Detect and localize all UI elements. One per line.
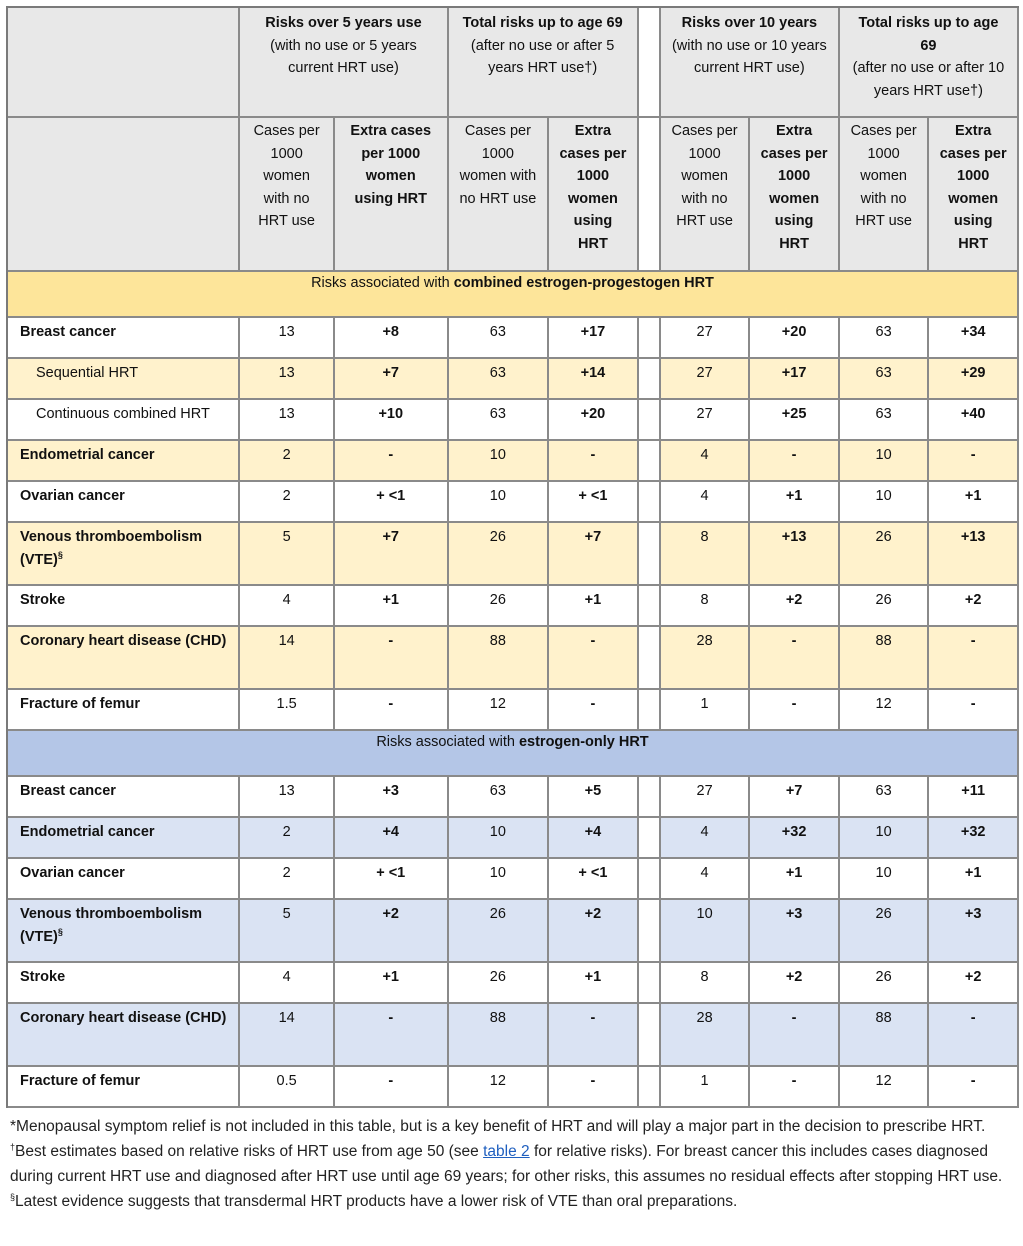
extra-cases-cell: +7 (335, 523, 449, 586)
cases-cell: 63 (840, 359, 930, 400)
cases-cell: 14 (240, 1004, 335, 1067)
extra-cases-cell: +4 (335, 818, 449, 859)
row-label (8, 482, 240, 523)
cases-cell: 10 (449, 818, 550, 859)
row-label-text: Fracture of femur (20, 1073, 141, 1089)
extra-cases-cell: - (929, 690, 1019, 731)
table-row (8, 318, 1019, 359)
row-label-text: Stroke (20, 592, 66, 608)
extra-cases-cell: +2 (750, 963, 840, 1004)
cases-cell: 10 (449, 441, 550, 482)
cases-cell: 8 (661, 963, 751, 1004)
cases-cell: 13 (240, 400, 335, 441)
table-row (8, 690, 1019, 731)
header-group-subtitle: (after no use or after 5 years HRT use†) (470, 37, 615, 76)
extra-cases-cell: +8 (335, 318, 449, 359)
extra-cases-cell: - (929, 441, 1019, 482)
column-spacer (639, 586, 661, 627)
header-group-title: Total risks up to age 69 (858, 15, 999, 54)
column-spacer (639, 627, 661, 690)
extra-cases-cell: - (929, 1004, 1019, 1067)
table-row (8, 441, 1019, 482)
extra-cases-cell: - (549, 1067, 639, 1108)
row-label (8, 963, 240, 1004)
row-label-text: Endometrial cancer (20, 447, 155, 463)
table-row (8, 586, 1019, 627)
extra-cases-cell: +32 (929, 818, 1019, 859)
sub-header-extra (929, 118, 1019, 272)
table-row (8, 1067, 1019, 1108)
extra-cases-cell: +5 (549, 777, 639, 818)
extra-cases-cell: - (549, 1004, 639, 1067)
extra-cases-cell: - (929, 627, 1019, 690)
footnote-text: Best estimates based on relative risks of HRT use from age 50 (see (15, 1143, 484, 1160)
extra-cases-cell: +4 (549, 818, 639, 859)
cases-cell: 26 (449, 586, 550, 627)
row-label-text: Breast cancer (20, 783, 116, 799)
row-label-text: Stroke (20, 969, 66, 985)
cases-cell: 88 (449, 1004, 550, 1067)
cases-cell: 13 (240, 777, 335, 818)
sub-header-cases (661, 118, 751, 272)
extra-cases-cell: +34 (929, 318, 1019, 359)
cases-cell: 26 (449, 523, 550, 586)
footnotes (6, 1114, 1015, 1214)
cases-cell: 1 (661, 690, 751, 731)
row-label (8, 400, 240, 441)
extra-cases-cell: - (335, 441, 449, 482)
page (6, 6, 1019, 1214)
table-row (8, 963, 1019, 1004)
section-header (8, 731, 1019, 777)
extra-cases-cell: + <1 (549, 482, 639, 523)
row-label (8, 627, 240, 690)
cases-cell: 10 (661, 900, 751, 963)
row-label-text: Ovarian cancer (20, 865, 125, 881)
row-label-text: Continuous combined HRT (36, 406, 210, 422)
column-spacer (639, 1067, 661, 1108)
cases-cell: 28 (661, 627, 751, 690)
cases-cell: 14 (240, 627, 335, 690)
cases-cell: 4 (240, 963, 335, 1004)
dagger-mark: † (10, 1141, 16, 1152)
table-row (8, 400, 1019, 441)
table-2-link[interactable]: table 2 (483, 1143, 530, 1160)
sub-header-cases (449, 118, 550, 272)
sub-header-extra (335, 118, 449, 272)
cases-cell: 10 (840, 482, 930, 523)
extra-cases-cell: +2 (750, 586, 840, 627)
cases-cell: 10 (449, 482, 550, 523)
cases-cell: 12 (840, 690, 930, 731)
cases-cell: 88 (840, 627, 930, 690)
section-title (8, 272, 1019, 318)
extra-cases-cell: - (335, 627, 449, 690)
column-spacer (639, 963, 661, 1004)
cases-cell: 2 (240, 859, 335, 900)
footnote-mark: § (57, 926, 63, 937)
cases-cell: 27 (661, 359, 751, 400)
cases-cell: 0.5 (240, 1067, 335, 1108)
row-label (8, 1067, 240, 1108)
section-title-prefix: Risks associated with (311, 275, 454, 291)
row-label-text: Coronary heart disease (CHD) (20, 633, 227, 649)
cases-cell: 2 (240, 482, 335, 523)
extra-cases-cell: - (929, 1067, 1019, 1108)
footnote-symptom-relief: *Menopausal symptom relief is not included in this table, but is a key benefit of HRT and will play a major part in the decision to prescribe HRT. (10, 1118, 986, 1135)
extra-cases-cell: +2 (929, 586, 1019, 627)
cases-cell: 26 (449, 963, 550, 1004)
column-spacer (639, 690, 661, 731)
footnote-vte (10, 1189, 1015, 1214)
cases-cell: 26 (840, 586, 930, 627)
column-spacer (639, 482, 661, 523)
extra-cases-cell: +17 (750, 359, 840, 400)
cases-cell: 2 (240, 441, 335, 482)
cases-cell: 10 (449, 859, 550, 900)
section-header (8, 272, 1019, 318)
extra-cases-cell: +25 (750, 400, 840, 441)
column-spacer (639, 818, 661, 859)
header-group-title: Risks over 10 years (681, 15, 818, 31)
sub-header-cases-label: Cases per 1000 women with no HRT use (671, 123, 738, 229)
cases-cell: 10 (840, 859, 930, 900)
extra-cases-cell: - (549, 441, 639, 482)
table-row (8, 900, 1019, 963)
extra-cases-cell: +1 (549, 586, 639, 627)
extra-cases-cell: +1 (335, 586, 449, 627)
column-spacer (639, 900, 661, 963)
extra-cases-cell: - (750, 1004, 840, 1067)
extra-cases-cell: +13 (929, 523, 1019, 586)
cases-cell: 4 (661, 441, 751, 482)
section-title-bold: combined estrogen-progestogen HRT (453, 275, 714, 291)
sub-header-cases-label: Cases per 1000 women with no HRT use (850, 123, 917, 229)
row-label-text: Endometrial cancer (20, 824, 155, 840)
table-row (8, 523, 1019, 586)
header-group-title: Risks over 5 years use (265, 15, 422, 31)
cases-cell: 26 (840, 963, 930, 1004)
extra-cases-cell: - (335, 690, 449, 731)
cases-cell: 26 (840, 523, 930, 586)
extra-cases-cell: - (335, 1067, 449, 1108)
row-label (8, 318, 240, 359)
row-label (8, 859, 240, 900)
cases-cell: 63 (449, 400, 550, 441)
header-corner (8, 8, 240, 118)
column-spacer (639, 359, 661, 400)
column-spacer (639, 859, 661, 900)
sub-header-extra-label: Extra cases per 1000 women using HRT (939, 123, 1007, 252)
column-spacer (639, 8, 661, 118)
column-spacer (639, 118, 661, 272)
cases-cell: 4 (661, 818, 751, 859)
cases-cell: 10 (840, 441, 930, 482)
cases-cell: 5 (240, 900, 335, 963)
column-spacer (639, 523, 661, 586)
row-label-text: Venous thromboembolism (VTE) (20, 906, 203, 945)
table-row (8, 777, 1019, 818)
extra-cases-cell: +1 (929, 859, 1019, 900)
table-row (8, 1004, 1019, 1067)
sub-header-cases (840, 118, 930, 272)
table-row (8, 359, 1019, 400)
extra-cases-cell: - (750, 627, 840, 690)
extra-cases-cell: +13 (750, 523, 840, 586)
row-label-text: Venous thromboembolism (VTE) (20, 529, 203, 568)
extra-cases-cell: +1 (750, 482, 840, 523)
sub-header-corner (8, 118, 240, 272)
extra-cases-cell: +7 (549, 523, 639, 586)
footnote-best-estimates (10, 1139, 1015, 1189)
extra-cases-cell: +2 (335, 900, 449, 963)
sub-header-row (8, 118, 1019, 272)
section-title-prefix: Risks associated with (376, 734, 519, 750)
cases-cell: 88 (840, 1004, 930, 1067)
column-spacer (639, 400, 661, 441)
cases-cell: 2 (240, 818, 335, 859)
extra-cases-cell: - (750, 1067, 840, 1108)
cases-cell: 13 (240, 318, 335, 359)
extra-cases-cell: +40 (929, 400, 1019, 441)
cases-cell: 5 (240, 523, 335, 586)
extra-cases-cell: +1 (335, 963, 449, 1004)
row-label (8, 359, 240, 400)
sub-header-extra-label: Extra cases per 1000 women using HRT (350, 123, 432, 207)
extra-cases-cell: +7 (335, 359, 449, 400)
header-group-total-10yr (840, 8, 1019, 118)
column-spacer (639, 318, 661, 359)
sub-header-extra-label: Extra cases per 1000 women using HRT (559, 123, 627, 252)
header-group-subtitle: (after no use or after 10 years HRT use†) (852, 60, 1005, 99)
extra-cases-cell: +1 (750, 859, 840, 900)
cases-cell: 27 (661, 777, 751, 818)
cases-cell: 63 (840, 400, 930, 441)
row-label-text: Coronary heart disease (CHD) (20, 1010, 227, 1026)
cases-cell: 63 (449, 777, 550, 818)
footnote-text: for relative risks). For breast cancer this includes cases diagnosed during current HRT use and diagnosed after HRT use until age 69 years; for other risks, this assumes no residual effects after stopping HRT use. (10, 1143, 1003, 1185)
cases-cell: 10 (840, 818, 930, 859)
extra-cases-cell: + <1 (335, 482, 449, 523)
section-mark: § (10, 1191, 16, 1202)
footnote-text: Latest evidence suggests that transdermal HRT products have a lower risk of VTE than oral preparations. (15, 1193, 738, 1210)
sub-header-cases (240, 118, 335, 272)
column-spacer (639, 441, 661, 482)
extra-cases-cell: +14 (549, 359, 639, 400)
cases-cell: 63 (840, 318, 930, 359)
sub-header-cases-label: Cases per 1000 women with no HRT use (253, 123, 320, 229)
cases-cell: 4 (661, 859, 751, 900)
cases-cell: 88 (449, 627, 550, 690)
sub-header-extra (750, 118, 840, 272)
cases-cell: 63 (449, 359, 550, 400)
hrt-risk-table (6, 6, 1019, 1108)
header-group-5yr (240, 8, 448, 118)
extra-cases-cell: +11 (929, 777, 1019, 818)
cases-cell: 12 (449, 690, 550, 731)
cases-cell: 28 (661, 1004, 751, 1067)
extra-cases-cell: +17 (549, 318, 639, 359)
table-row (8, 627, 1019, 690)
extra-cases-cell: +1 (549, 963, 639, 1004)
row-label (8, 777, 240, 818)
row-label (8, 690, 240, 731)
cases-cell: 27 (661, 400, 751, 441)
cases-cell: 13 (240, 359, 335, 400)
section-title (8, 731, 1019, 777)
extra-cases-cell: - (549, 690, 639, 731)
extra-cases-cell: +20 (750, 318, 840, 359)
cases-cell: 1 (661, 1067, 751, 1108)
cases-cell: 26 (449, 900, 550, 963)
header-group-title: Total risks up to age 69 (462, 15, 623, 31)
cases-cell: 63 (840, 777, 930, 818)
row-label (8, 586, 240, 627)
extra-cases-cell: +3 (335, 777, 449, 818)
footnote-mark: § (57, 549, 63, 560)
extra-cases-cell: +2 (929, 963, 1019, 1004)
table-row (8, 859, 1019, 900)
row-label-text: Breast cancer (20, 324, 116, 340)
header-group-subtitle: (with no use or 10 years current HRT use) (671, 37, 827, 76)
row-label-text: Fracture of femur (20, 696, 141, 712)
extra-cases-cell: +10 (335, 400, 449, 441)
extra-cases-cell: +32 (750, 818, 840, 859)
extra-cases-cell: +20 (549, 400, 639, 441)
cases-cell: 63 (449, 318, 550, 359)
extra-cases-cell: - (750, 690, 840, 731)
cases-cell: 4 (240, 586, 335, 627)
header-group-total-5yr (449, 8, 639, 118)
sub-header-cases-label: Cases per 1000 women with no HRT use (459, 123, 537, 207)
extra-cases-cell: +3 (929, 900, 1019, 963)
extra-cases-cell: +7 (750, 777, 840, 818)
cases-cell: 8 (661, 586, 751, 627)
cases-cell: 26 (840, 900, 930, 963)
table-row (8, 818, 1019, 859)
column-spacer (639, 777, 661, 818)
cases-cell: 12 (449, 1067, 550, 1108)
extra-cases-cell: + <1 (335, 859, 449, 900)
header-group-subtitle: (with no use or 5 years current HRT use) (270, 37, 417, 76)
row-label (8, 441, 240, 482)
extra-cases-cell: - (335, 1004, 449, 1067)
cases-cell: 8 (661, 523, 751, 586)
table-row (8, 482, 1019, 523)
extra-cases-cell: +3 (750, 900, 840, 963)
header-group-10yr (661, 8, 840, 118)
sub-header-extra (549, 118, 639, 272)
extra-cases-cell: +29 (929, 359, 1019, 400)
row-label-text: Ovarian cancer (20, 488, 125, 504)
row-label (8, 523, 240, 586)
sub-header-extra-label: Extra cases per 1000 women using HRT (760, 123, 828, 252)
row-label-text: Sequential HRT (36, 365, 139, 381)
cases-cell: 1.5 (240, 690, 335, 731)
extra-cases-cell: + <1 (549, 859, 639, 900)
column-spacer (639, 1004, 661, 1067)
cases-cell: 12 (840, 1067, 930, 1108)
cases-cell: 27 (661, 318, 751, 359)
extra-cases-cell: +2 (549, 900, 639, 963)
section-title-bold: estrogen-only HRT (518, 734, 649, 750)
extra-cases-cell: - (549, 627, 639, 690)
cases-cell: 4 (661, 482, 751, 523)
extra-cases-cell: +1 (929, 482, 1019, 523)
extra-cases-cell: - (750, 441, 840, 482)
row-label (8, 818, 240, 859)
row-label (8, 900, 240, 963)
row-label (8, 1004, 240, 1067)
